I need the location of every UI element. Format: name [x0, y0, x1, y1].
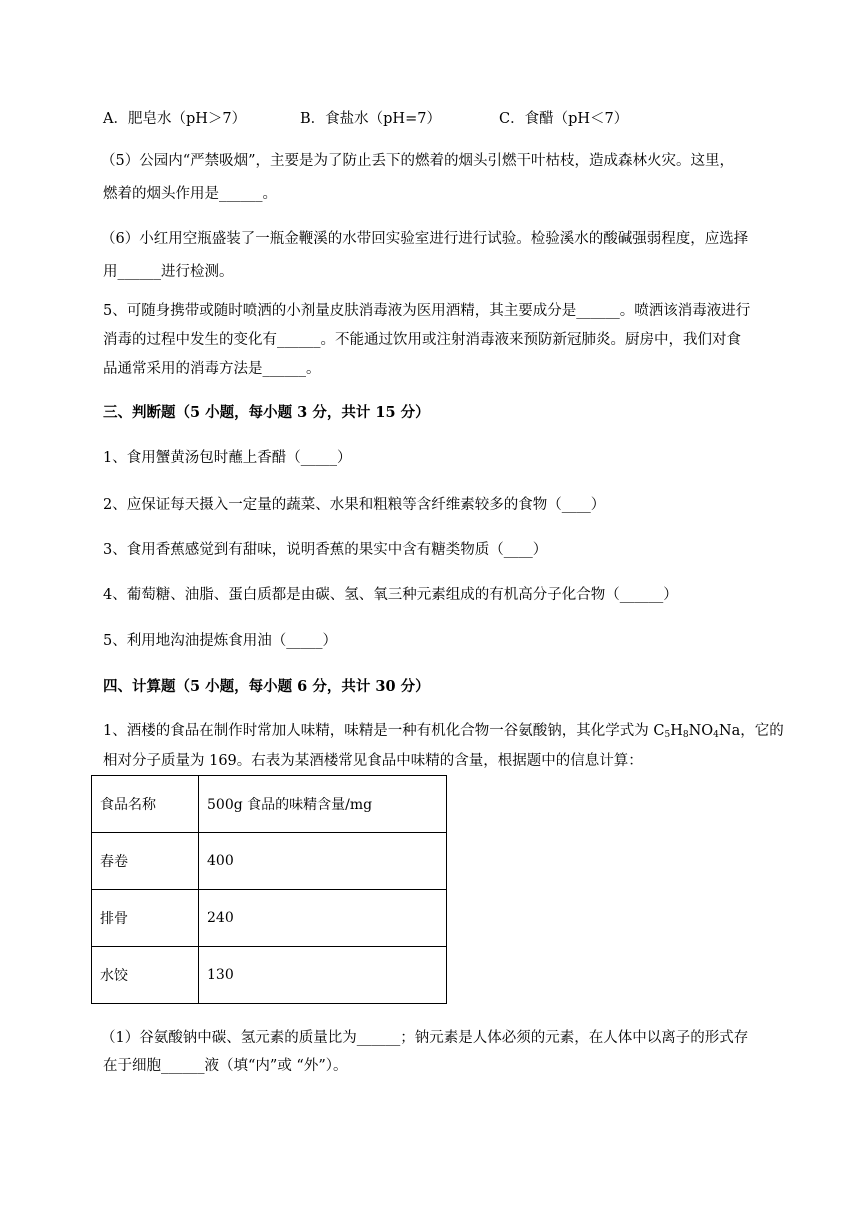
table-row	[92, 947, 447, 1004]
question-6-line-1: （6）小红用空瓶盛装了一瓶金鞭溪的水带回实验室进行进行试验。检验溪水的酸碱强弱程度，应选择	[101, 231, 749, 247]
option-b: B．食盐水（pH=7）	[300, 111, 441, 127]
table-cell: 130	[199, 947, 447, 1004]
fill-question-5-line-1: 5、可随身携带或随时喷洒的小剂量皮肤消毒液为医用酒精，其主要成分是______。喷洒该消毒液进行	[103, 303, 751, 319]
judge-item-5: 5、利用地沟油提炼食用油（_____）	[103, 633, 337, 649]
section-4-title: 四、计算题（5 小题，每小题 6 分，共计 30 分）	[103, 678, 430, 695]
judge-item-1: 1、食用蟹黄汤包时蘸上香醋（_____）	[103, 450, 352, 466]
calc-sub-question-1-line-2: 在于细胞______液（填“内”或 “外”）。	[103, 1058, 348, 1074]
table-header-cell: 500g 食品的味精含量/mg	[199, 776, 447, 833]
fill-question-5-line-2: 消毒的过程中发生的变化有______。不能通过饮用或注射消毒液来预防新冠肺炎。厨房中，我们对食	[103, 332, 741, 348]
table-cell: 排骨	[92, 890, 199, 947]
option-a: A．肥皂水（pH＞7）	[103, 111, 247, 127]
table-cell: 春卷	[92, 833, 199, 890]
question-5-line-2: 燃着的烟头作用是______。	[103, 186, 277, 202]
calc-sub-question-1-line-1: （1）谷氨酸钠中碳、氢元素的质量比为______；钠元素是人体必须的元素，在人体中以离子的形式存	[101, 1030, 749, 1046]
calc-question-1-text-end: ，它的	[740, 723, 784, 739]
section-3-title: 三、判断题（5 小题，每小题 3 分，共计 15 分）	[103, 404, 430, 421]
judge-item-2: 2、应保证每天摄入一定量的蔬菜、水果和粗粮等含纤维素较多的食物（____）	[103, 497, 606, 513]
calc-question-1-line-1	[103, 720, 784, 746]
table-row	[92, 890, 447, 947]
table-cell: 水饺	[92, 947, 199, 1004]
judge-item-4: 4、葡萄糖、油脂、蛋白质都是由碳、氢、氧三种元素组成的有机高分子化合物（______）	[103, 587, 678, 603]
question-6-line-2: 用______进行检测。	[103, 264, 234, 280]
table-row	[92, 833, 447, 890]
msg-content-table	[91, 775, 447, 1004]
chemical-formula: $C_5H_8NO_4Na$	[653, 723, 741, 740]
calc-question-1-text: 1、酒楼的食品在制作时常加人味精，味精是一种有机化合物一谷氨酸钠，其化学式为	[103, 723, 654, 739]
calc-question-1-line-2: 相对分子质量为 169。右表为某酒楼常见食品中味精的含量，根据题中的信息计算：	[103, 753, 643, 769]
answer-options	[103, 108, 763, 130]
table-header-row	[92, 776, 447, 833]
fill-question-5-line-3: 品通常采用的消毒方法是______。	[103, 361, 321, 377]
table-header-cell: 食品名称	[92, 776, 199, 833]
table-cell: 240	[199, 890, 447, 947]
question-5-line-1: （5）公园内“严禁吸烟”，主要是为了防止丢下的燃着的烟头引燃干叶枯枝，造成森林火灾。这里，	[101, 153, 735, 169]
option-c: C．食醋（pH＜7）	[499, 111, 629, 127]
judge-item-3: 3、食用香蕉感觉到有甜味，说明香蕉的果实中含有糖类物质（____）	[103, 542, 548, 558]
table-cell: 400	[199, 833, 447, 890]
